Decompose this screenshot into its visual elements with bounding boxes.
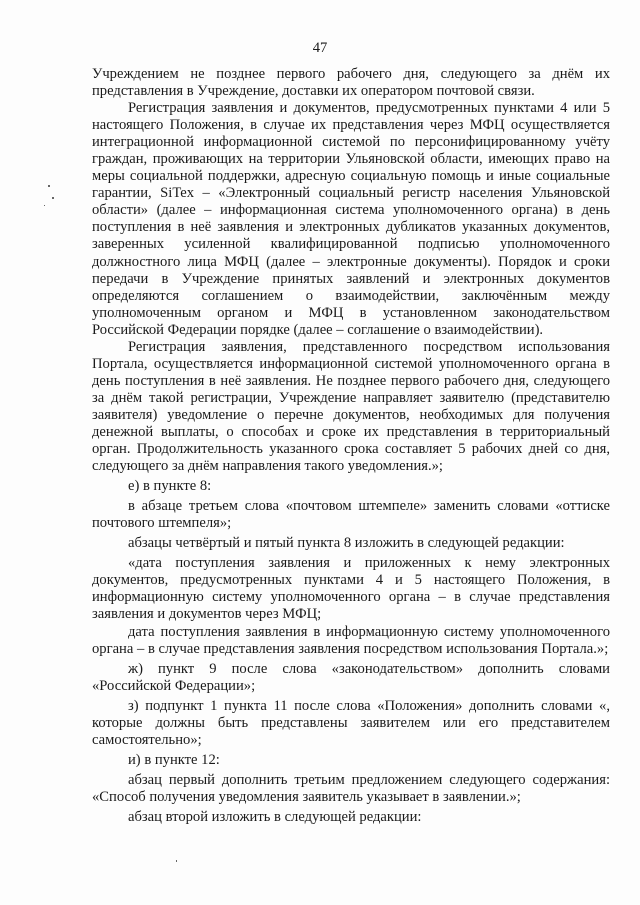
scan-dot — [48, 185, 50, 187]
paragraph-second-abzac: абзац второй изложить в следующей редакции: — [128, 808, 422, 825]
item-e-heading: е) в пункте 8: — [128, 478, 212, 495]
paragraph-date-mfc: «дата поступления заявления и приложенных к нему электронных документов, предусмотренных пунктами 4 и 5 настоящего Положения, в информационную систему уполномоченного органа – в случае представления заявления и документов через МФЦ; — [92, 555, 610, 623]
item-zh: ж) пункт 9 после слова «законодательством» дополнить словами «Российской Федерации»; — [92, 660, 610, 694]
item-z: з) подпункт 1 пункта 11 после слова «Положения» дополнить словами «, которые должны быть представлены заявителем или его представителем самостоятельно»; — [92, 697, 610, 748]
paragraph-postmark-amendment: в абзаце третьем слова «почтовом штемпеле» заменить словами «оттиске почтового штемпеля»; — [92, 498, 610, 532]
item-i-heading: и) в пункте 12: — [128, 751, 220, 768]
paragraph-abzac-4-5: абзацы четвёртый и пятый пункта 8 изложить в следующей редакции: — [128, 535, 565, 552]
paragraph-registration-portal: Регистрация заявления, представленного посредством использования Портала, осуществляется информационной системой уполномоченного органа в день поступления в неё заявления. Не позднее первого рабочего дня, следующего за днём такой регистрации, Учреждение направляет заявителю (представителю заявителя) уведомление о перечне документов, необходимых для получения денежной выплаты, о способах и сроке их представления в территориальный орган. Продолжительность указанного срока составляет 5 рабочих дней со дня, следующего за днём направления такого уведомления.»; — [92, 338, 610, 475]
paragraph-first-abzac: абзац первый дополнить третьим предложением следующего содержания: «Способ получения уведомления заявитель указывает в заявлении.»; — [92, 771, 610, 805]
page-number: 47 — [312, 40, 328, 56]
scan-dot — [52, 197, 54, 199]
paragraph-date-portal: дата поступления заявления в информационную систему уполномоченного органа – в случае представления заявления посредством использования Портала.»; — [92, 623, 610, 657]
paragraph-continuation: Учреждением не позднее первого рабочего дня, следующего за днём их представления в Учреждение, доставки их оператором почтовой связи. — [92, 66, 610, 100]
document-body — [92, 66, 610, 826]
scan-dot — [176, 860, 177, 862]
paragraph-registration-mfc: Регистрация заявления и документов, предусмотренных пунктами 4 или 5 настоящего Положения, в случае их представления через МФЦ осуществляется интеграционной информационной системой по персонифицированному учёту граждан, проживающих на территории Ульяновской области, имеющих право на меры социальной поддержки, адресную социальную помощь и иные социальные гарантии, SiTex – «Электронный социальный регистр населения Ульяновской области» (далее – информационная система уполномоченного органа) в день поступления в неё заявления и электронных дубликатов указанных документов, заверенных усиленной квалифицированной подписью уполномоченного должностного лица МФЦ (далее – электронные документы). Порядок и сроки передачи в Учреждение принятых заявлений и электронных документов определяются соглашением о взаимодействии, заключённым между уполномоченным органом и МФЦ в установленном законодательством Российской Федерации порядке (далее – соглашение о взаимодействии). — [92, 100, 610, 338]
scan-dot — [44, 205, 45, 206]
